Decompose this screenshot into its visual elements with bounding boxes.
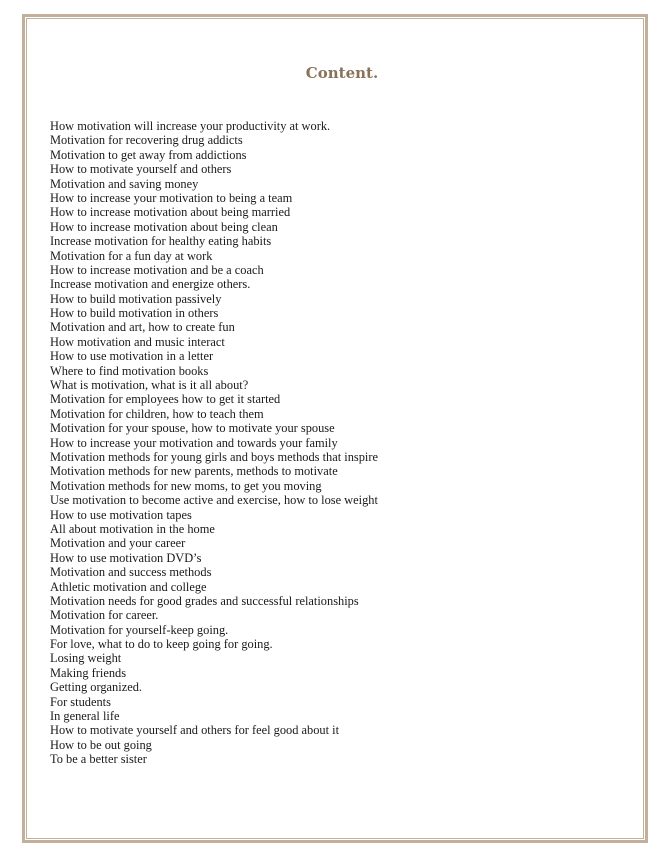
list-item: Motivation needs for good grades and successful relationships bbox=[50, 593, 359, 608]
list-item: Motivation for employees how to get it started bbox=[50, 392, 281, 407]
list-item: How to increase your motivation to being a team bbox=[50, 190, 293, 205]
list-item: Where to find motivation books bbox=[50, 363, 209, 378]
list-item: How to build motivation in others bbox=[50, 306, 219, 321]
list-item: Motivation and saving money bbox=[50, 176, 199, 191]
contents-list bbox=[50, 119, 378, 767]
list-item: Motivation methods for new parents, methods to motivate bbox=[50, 464, 338, 479]
list-item: Losing weight bbox=[50, 651, 122, 666]
list-item: All about motivation in the home bbox=[50, 521, 215, 536]
list-item: How motivation will increase your productivity at work. bbox=[50, 119, 331, 133]
list-item: Motivation for children, how to teach them bbox=[50, 406, 264, 421]
list-item: Motivation methods for young girls and boys methods that inspire bbox=[50, 449, 378, 464]
list-item: Getting organized. bbox=[50, 680, 142, 695]
list-item: How to use motivation tapes bbox=[50, 507, 192, 522]
list-item: Use motivation to become active and exercise, how to lose weight bbox=[50, 493, 378, 508]
list-item: How to build motivation passively bbox=[50, 291, 222, 306]
list-item: Motivation to get away from addictions bbox=[50, 147, 247, 162]
list-item: Motivation for your spouse, how to motivate your spouse bbox=[50, 421, 335, 436]
list-item: How to increase your motivation and towards your family bbox=[50, 435, 338, 450]
list-item: How to motivate yourself and others bbox=[50, 162, 232, 177]
list-item: How to increase motivation and be a coach bbox=[50, 262, 264, 277]
list-item: Motivation methods for new moms, to get you moving bbox=[50, 478, 322, 493]
list-item: For students bbox=[50, 694, 111, 709]
list-item: Motivation and your career bbox=[50, 536, 186, 551]
page-title: Content. bbox=[305, 64, 379, 82]
list-item: How to increase motivation about being married bbox=[50, 205, 291, 220]
list-item: For love, what to do to keep going for going. bbox=[50, 637, 273, 652]
list-item: How to use motivation in a letter bbox=[50, 349, 214, 364]
list-item: Increase motivation and energize others. bbox=[50, 277, 251, 292]
list-item: Athletic motivation and college bbox=[50, 579, 207, 594]
list-item: Motivation and art, how to create fun bbox=[50, 320, 235, 335]
list-item: To be a better sister bbox=[50, 752, 147, 767]
list-item: Motivation for recovering drug addicts bbox=[50, 133, 243, 148]
list-item: How to use motivation DVD’s bbox=[50, 550, 202, 565]
list-item: Motivation for a fun day at work bbox=[50, 248, 213, 263]
list-item: Motivation and success methods bbox=[50, 565, 212, 580]
list-item: How to motivate yourself and others for feel good about it bbox=[50, 723, 340, 738]
list-item: How motivation and music interact bbox=[50, 334, 225, 349]
list-item: How to increase motivation about being clean bbox=[50, 219, 278, 234]
list-item: What is motivation, what is it all about? bbox=[50, 378, 249, 393]
list-item: Making friends bbox=[50, 665, 127, 680]
list-item: In general life bbox=[50, 709, 120, 724]
list-item: Motivation for yourself-keep going. bbox=[50, 622, 229, 637]
list-item: Motivation for career. bbox=[50, 608, 159, 623]
list-item: How to be out going bbox=[50, 737, 152, 752]
list-item: Increase motivation for healthy eating habits bbox=[50, 234, 272, 249]
